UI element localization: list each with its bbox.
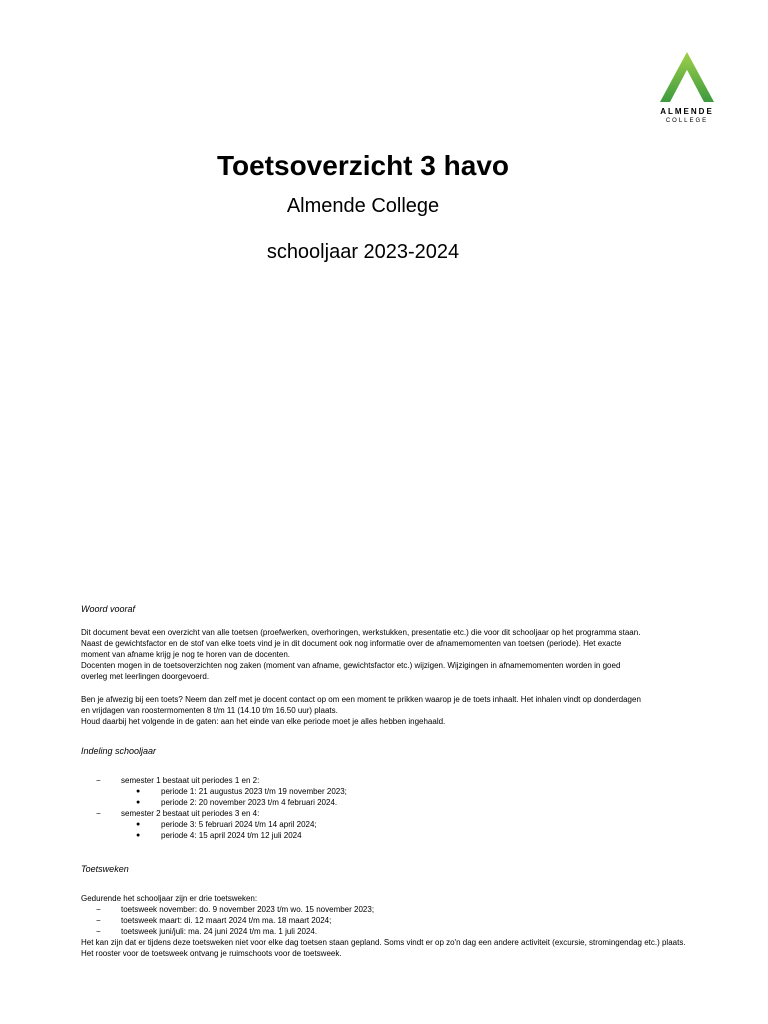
- title-block: [0, 146, 726, 266]
- text-line: Het rooster voor de toetsweek ontvang je ruimschoots voor de toetsweek.: [81, 949, 342, 958]
- almende-logo-icon: [658, 50, 716, 104]
- section-heading-indeling: Indeling schooljaar: [81, 746, 157, 756]
- list-item-text: semester 2 bestaat uit periodes 3 en 4:: [121, 809, 260, 818]
- list-item-toetsweek-juni-juli: [81, 926, 701, 937]
- list-item-semester-1: [81, 775, 701, 786]
- section-heading-woord-vooraf: Woord vooraf: [81, 604, 136, 614]
- text-line: Dit document bevat een overzicht van alle toetsen (proefwerken, overhoringen, werkstukken, presentatie etc.) die voor dit schooljaar op het programma staan.: [81, 628, 641, 637]
- list-item-periode-2: [81, 797, 701, 808]
- list-item-periode-3: [81, 819, 701, 830]
- text-line: en vrijdagen van roostermomenten 8 t/m 11 (14.10 t/m 16.50 uur) plaats.: [81, 706, 338, 715]
- paragraph-afwezig: [81, 694, 701, 727]
- school-name: Almende College: [286, 195, 440, 217]
- school-year: schooljaar 2023-2024: [266, 241, 460, 263]
- text-line: Ben je afwezig bij een toets? Neem dan zelf met je docent contact op om een moment te prikken waarop je de toets inhaalt. Het inhalen vindt op donderdagen: [81, 695, 641, 704]
- list-item-text: periode 2: 20 november 2023 t/m 4 februari 2024.: [161, 798, 338, 807]
- text-line: Het kan zijn dat er tijdens deze toetsweken niet voor elke dag toetsen staan gepland. Soms vindt er op zo'n dag een andere activiteit (excursie, stromingendag etc.) plaats.: [81, 938, 686, 947]
- list-item-text: toetsweek november: do. 9 november 2023 t/m wo. 15 november 2023;: [121, 905, 375, 914]
- text-line: Naast de gewichtsfactor en de stof van elke toets vind je in dit document ook nog informatie over de afnamemomenten van toetsen (periode). Het exacte: [81, 639, 622, 648]
- list-item-text: toetsweek maart: di. 12 maart 2024 t/m ma. 18 maart 2024;: [121, 916, 332, 925]
- logo-subtitle: COLLEGE: [665, 118, 709, 124]
- bullet-marker: ●: [136, 788, 141, 795]
- text-line: moment van afname krijg je nog te horen van de docenten.: [81, 650, 291, 659]
- text-line: overleg met leerlingen doorgevoerd.: [81, 672, 210, 681]
- bullet-marker: ●: [136, 821, 141, 828]
- text-line: Docenten mogen in de toetsoverzichten nog zaken (moment van afname, gewichtsfactor etc.) wijzigen. Wijzigingen in afnamemomenten worden in goed: [81, 661, 621, 670]
- list-item-text: periode 4: 15 april 2024 t/m 12 juli 2024: [161, 831, 302, 840]
- section-heading-toetsweken: Toetsweken: [81, 864, 129, 874]
- bullet-marker: ●: [136, 799, 141, 806]
- dash-marker: −: [96, 809, 101, 818]
- document-body: [81, 603, 701, 959]
- list-item-text: semester 1 bestaat uit periodes 1 en 2:: [121, 776, 260, 785]
- dash-marker: −: [96, 776, 101, 785]
- paragraph-intro: [81, 627, 701, 682]
- page-title: Toetsoverzicht 3 havo: [216, 150, 509, 181]
- toetsweken-intro: Gedurende het schooljaar zijn er drie toetsweken:: [81, 894, 258, 903]
- list-item-toetsweek-november: [81, 904, 701, 915]
- list-item-toetsweek-maart: [81, 915, 701, 926]
- list-item-periode-1: [81, 786, 701, 797]
- dash-marker: −: [96, 927, 101, 936]
- school-logo: [656, 50, 718, 125]
- text-line: Houd daarbij het volgende in de gaten: aan het einde van elke periode moet je alles hebben ingehaald.: [81, 717, 446, 726]
- list-item-text: periode 1: 21 augustus 2023 t/m 19 november 2023;: [161, 787, 347, 796]
- bullet-marker: ●: [136, 832, 141, 839]
- list-item-text: periode 3: 5 februari 2024 t/m 14 april 2024;: [161, 820, 317, 829]
- paragraph-toetsweken-closing: [81, 937, 701, 959]
- logo-name: ALMENDE: [660, 107, 714, 116]
- dash-marker: −: [96, 916, 101, 925]
- list-item-semester-2: [81, 808, 701, 819]
- list-item-periode-4: [81, 830, 701, 841]
- list-item-text: toetsweek juni/juli: ma. 24 juni 2024 t/m ma. 1 juli 2024.: [121, 927, 318, 936]
- dash-marker: −: [96, 905, 101, 914]
